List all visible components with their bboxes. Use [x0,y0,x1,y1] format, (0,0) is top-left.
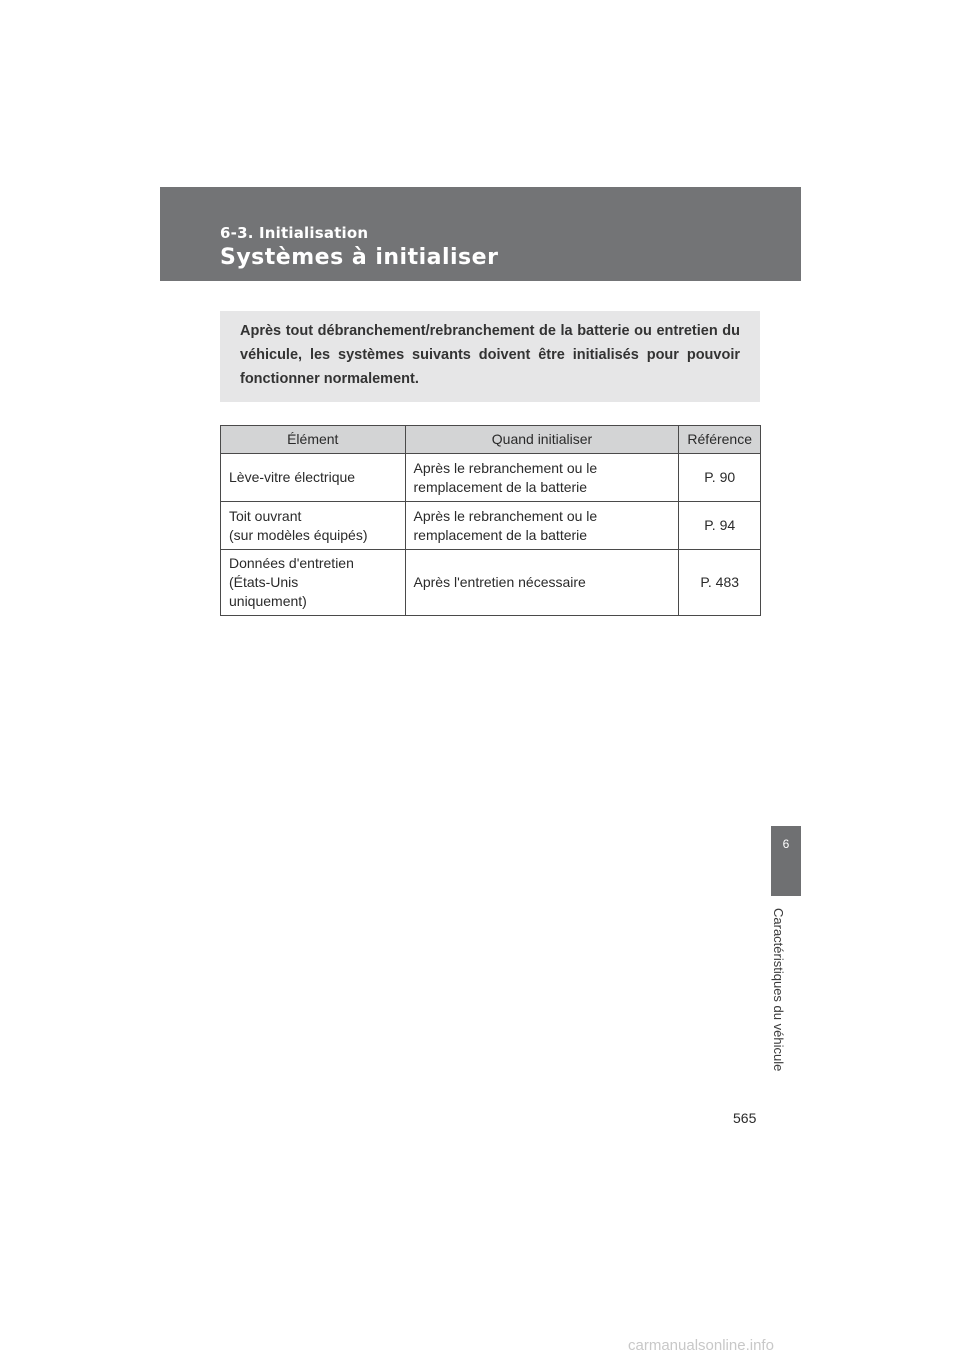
cell-line: Toit ouvrant [229,507,302,524]
cell-reference: P. 483 [679,550,761,616]
cell-line: Après le rebranchement ou le [413,507,598,524]
cell-element [221,550,406,616]
column-header-reference: Référence [679,426,761,454]
cell-line: Après l'entretien nécessaire [413,574,586,590]
cell-element [221,502,406,550]
column-header-element: Élément [221,426,406,454]
cell-when [405,454,679,502]
chapter-header [160,187,801,281]
cell-line: Après le rebranchement ou le [413,459,598,476]
cell-line: (sur modèles équipés) [229,526,368,543]
cell-line: (États-Unis [229,574,299,590]
page-number: 565 [733,1110,757,1126]
table-row [221,550,761,616]
watermark: carmanualsonline.info [628,1337,774,1354]
table-header-row [221,426,761,454]
initialization-table [220,425,761,616]
cell-line: Données d'entretien [229,555,354,571]
cell-when [405,550,679,616]
cell-when [405,502,679,550]
cell-reference: P. 90 [679,454,761,502]
intro-text: Après tout débranchement/rebranchement de la batterie ou entretien du véhicule, les systèmes suivants doivent être initialisés pour pouvoir fonctionner normalement. [240,323,740,387]
chapter-tab: 6 [771,826,801,896]
section-label: 6-3. Initialisation [220,224,369,242]
cell-element [221,454,406,502]
intro-box [220,311,760,402]
table-row [221,502,761,550]
chapter-tab-label: Caractéristiques du véhicule [771,908,786,1072]
cell-line: uniquement) [229,593,307,609]
cell-line: Lève-vitre électrique [229,469,356,485]
cell-line: remplacement de la batterie [413,526,588,543]
table-row [221,454,761,502]
cell-line: remplacement de la batterie [413,478,588,495]
page-title: Systèmes à initialiser [220,245,499,270]
column-header-when: Quand initialiser [405,426,679,454]
cell-reference: P. 94 [679,502,761,550]
